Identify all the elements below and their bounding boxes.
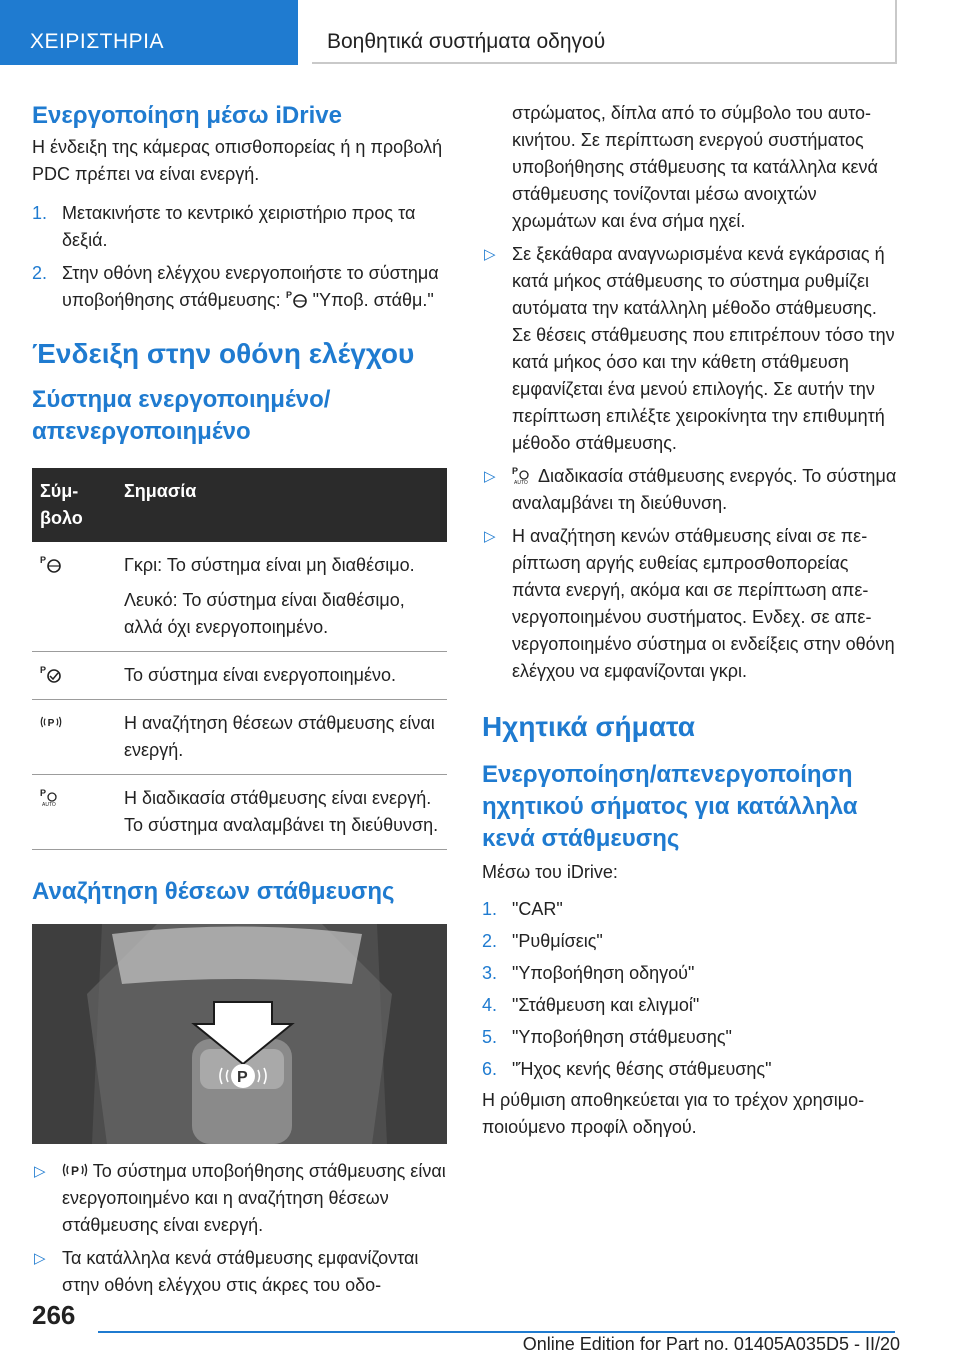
info-bullets xyxy=(482,241,897,685)
svg-text:P: P xyxy=(47,718,55,730)
list-item: ▷ P Το σύστημα υποβοήθησης στάθμευσης είναι ενεργοποιημένο και η αναζήτηση θέσεων στάθμευσης είναι ενεργή. xyxy=(32,1158,447,1239)
symbol-table xyxy=(32,468,447,850)
heading-sound: Ηχητικά σήματα xyxy=(482,711,695,742)
chapter-title: Βοηθητικά συστήματα οδηγού xyxy=(327,30,606,53)
list-item: 4. "Στάθμευση και ελιγμοί" xyxy=(482,995,700,1015)
svg-text:AUTO: AUTO xyxy=(42,802,56,807)
bullet-triangle-icon: ▷ xyxy=(34,1163,46,1180)
profile-note: Η ρύθμιση αποθηκεύεται για το τρέχον χρησιμοποιούμενο προφίλ οδηγού. xyxy=(482,1090,865,1137)
table-header-meaning: Σημασία xyxy=(116,468,447,542)
parking-scene-graphic xyxy=(32,924,447,1144)
bullet-triangle-icon: ▷ xyxy=(484,246,496,263)
auto-parking-icon xyxy=(512,465,534,485)
table-row: P Η αναζήτηση θέσεων στάθμευσης είναι ενεργή. xyxy=(32,700,447,775)
table-row: P AUTO Η διαδικασία στάθμευσης είναι ενεργή. Το σύστημα αναλαμβάνει τη διεύθυνση. xyxy=(32,775,447,850)
heading-activation: Ενεργοποίηση μέσω iDrive xyxy=(32,102,342,129)
section-title: ΧΕΙΡΙΣΤΗΡΙΑ xyxy=(30,30,165,53)
table-header-symbol: Σύμβολο xyxy=(32,468,116,542)
heading-search: Αναζήτηση θέσεων στάθμευσης xyxy=(32,878,395,905)
activation-paragraph: Η ένδειξη της κάμερας οπισθοπορείας ή η προβολή PDC πρέπει να είναι ενεργή. xyxy=(32,137,443,184)
activation-steps xyxy=(32,200,447,314)
heading-sound-toggle: Ενεργοποίηση/απενεργοποίηση ηχητικού σήματος για κατάλληλα κενά στάθμευσης xyxy=(482,761,858,852)
heading-system: Σύστημα ενεργοποιημένο/ απενεργοποιημένο xyxy=(32,386,331,445)
list-item: 3. "Υποβοήθηση οδηγού" xyxy=(482,963,695,983)
list-item: 2. Στην οθόνη ελέγχου ενεργοποιήστε το σύστημα υποβοήθησης στάθμευσης: P "Υποβ. στάθμ." xyxy=(32,263,439,310)
parking-assistant-icon xyxy=(286,289,308,309)
edition-footer: Online Edition for Part no. 01405A035D5 - II/20 xyxy=(522,1334,900,1354)
bullet-triangle-icon: ▷ xyxy=(484,528,496,545)
continued-paragraph: στρώματος, δίπλα από το σύμβολο του αυτοκινήτου. Σε περίπτωση ενεργού συστήματος υποβοήθησης στάθμευσης τα κατάλληλα κενά στάθμευσης τονίζονται μέσω ανοιχτών χρωμάτων και ένα σήμα ηχεί. xyxy=(512,103,878,231)
search-bullets xyxy=(32,1158,447,1299)
bullet-triangle-icon: ▷ xyxy=(34,1250,46,1267)
list-item: ▷ Σε ξεκάθαρα αναγνωρισμένα κενά εγκάρσιας ή κατά μήκος στάθμευσης το σύστημα ρυθμίζει αυτόματα την κατάλληλη μέθοδο στάθμευσης. Σε θέσεις στάθμευσης που επιτρέπουν τόσο την κατά μήκος όσο και την κάθετη στάθμευση εμφανίζεται ένα μενού επιλογής. Σε αυτήν την περίπτωση επιλέξτε χειροκίνητα την επιθυμητή μέθοδο στάθμευσης. xyxy=(482,241,897,457)
list-item: ▷ P AUTO Διαδικασία στάθμευσης ενεργός. Το σύστημα αναλαμβάνει τη διεύθυνση. xyxy=(482,463,897,517)
chapter-header xyxy=(312,0,897,64)
auto-parking-icon xyxy=(40,787,62,807)
list-item: 2. "Ρυθμίσεις" xyxy=(482,931,603,951)
parking-assistant-icon xyxy=(40,554,62,574)
section-tab xyxy=(0,0,298,65)
svg-text:P: P xyxy=(40,555,47,565)
list-item: 6. "Ήχος κενής θέσης στάθμευσης" xyxy=(482,1059,772,1079)
illustration-parking-label: P xyxy=(237,1069,248,1086)
parking-space-search-icon xyxy=(40,712,62,732)
parking-display-illustration xyxy=(32,924,447,1144)
bullet-triangle-icon: ▷ xyxy=(484,468,496,485)
svg-text:P: P xyxy=(285,290,292,300)
table-row: P Γκρι: Το σύστημα είναι μη διαθέσιμο. Λευκό: Το σύστημα είναι διαθέσιμο, αλλά όχι ενεργοποιημένο. xyxy=(32,542,447,652)
list-item: 5. "Υποβοήθηση στάθμευσης" xyxy=(482,1027,732,1047)
heading-display: Ένδειξη στην οθόνη ελέγχου xyxy=(32,338,415,369)
footer-divider xyxy=(98,1331,895,1333)
via-idrive: Μέσω του iDrive: xyxy=(482,862,618,882)
svg-text:P: P xyxy=(40,665,47,675)
list-item: 1. "CAR" xyxy=(482,899,563,919)
sound-steps xyxy=(482,896,897,1083)
right-column xyxy=(482,100,897,1141)
svg-text:P: P xyxy=(40,788,47,798)
svg-text:AUTO: AUTO xyxy=(514,480,528,485)
parking-space-search-icon xyxy=(62,1160,88,1180)
list-item: ▷ Η αναζήτηση κενών στάθμευσης είναι σε περίπτωση αργής ευθείας εμπροσθοπορείας πάντα ενεργή, ακόμα και σε περίπτωση απενεργοποιημένου συστήματος. Ενδεχ. σε απενεργοποιημένο σύστημα οι ενδείξεις στην οθόνη ελέγχου να εμφανίζονται γκρι. xyxy=(482,523,897,685)
svg-text:P: P xyxy=(512,466,519,476)
list-item: ▷ Τα κατάλληλα κενά στάθμευσης εμφανίζονται στην οθόνη ελέγχου στις άκρες του οδο- xyxy=(32,1245,447,1299)
left-column xyxy=(32,100,447,1299)
page-number: 266 xyxy=(32,1300,76,1330)
parking-assistant-active-icon xyxy=(40,664,62,684)
table-row: P Το σύστημα είναι ενεργοποιημένο. xyxy=(32,652,447,700)
list-item: 1. Μετακινήστε το κεντρικό χειριστήριο προς τα δεξιά. xyxy=(32,203,416,250)
svg-text:P: P xyxy=(71,1164,80,1178)
